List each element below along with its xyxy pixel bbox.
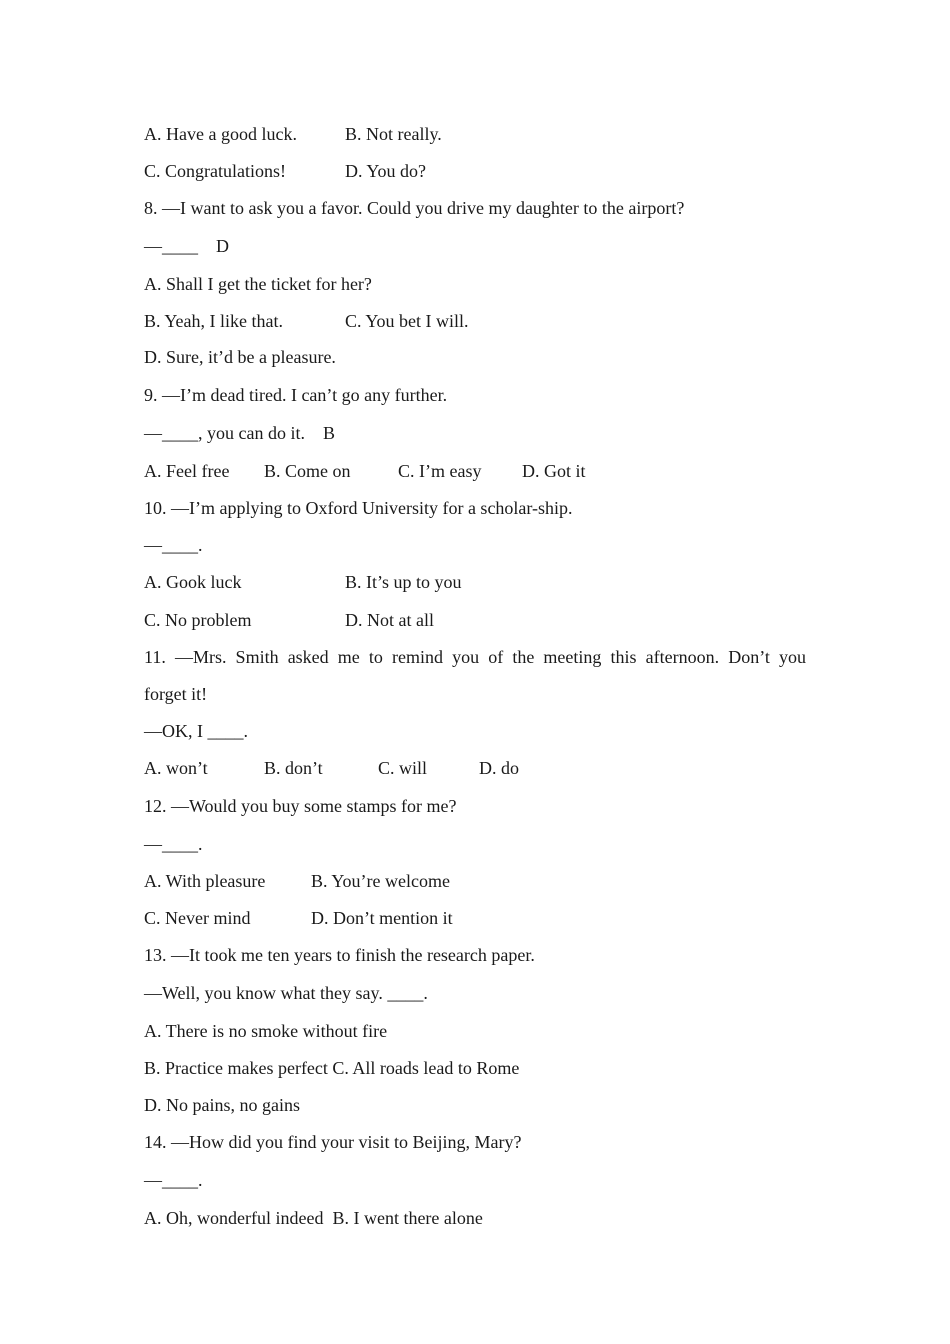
option-a: A. Have a good luck. [144, 124, 297, 144]
option-a: A. won’t [144, 758, 208, 778]
option-a: A. Gook luck [144, 572, 242, 592]
option-c: C. You bet I will. [345, 311, 469, 331]
option-b: B. Not really. [345, 124, 442, 144]
option-d: D. No pains, no gains [144, 1095, 300, 1115]
answer-blank: —____. [144, 535, 203, 555]
question-11-continued: forget it! [144, 684, 208, 704]
answer-blank: —____. [144, 1170, 203, 1190]
option-a: A. Feel free [144, 461, 230, 481]
option-b: B. It’s up to you [345, 572, 462, 592]
question-10: 10. —I’m applying to Oxford University for a scholar-ship. [144, 498, 573, 518]
option-b: B. Yeah, I like that. [144, 311, 283, 331]
answer-blank: —OK, I ____. [144, 721, 248, 741]
option-d: D. Sure, it’d be a pleasure. [144, 347, 336, 367]
option-c: C. will [378, 758, 428, 778]
option-a: A. Shall I get the ticket for her? [144, 274, 372, 294]
option-d: D. Don’t mention it [311, 908, 453, 928]
answer-blank: —____ D [144, 236, 229, 256]
option-d: D. You do? [345, 161, 427, 181]
answer-blank: —____. [144, 834, 203, 854]
answer-blank: —Well, you know what they say. ____. [144, 983, 428, 1003]
question-13: 13. —It took me ten years to finish the research paper. [144, 945, 535, 965]
option-d: D. Not at all [345, 610, 434, 630]
option-b: B. You’re welcome [311, 871, 450, 891]
option-c: C. Never mind [144, 908, 251, 928]
question-8: 8. —I want to ask you a favor. Could you drive my daughter to the airport? [144, 198, 685, 218]
option-c: C. Congratulations! [144, 161, 286, 181]
question-12: 12. —Would you buy some stamps for me? [144, 796, 457, 816]
question-14: 14. —How did you find your visit to Beijing, Mary? [144, 1132, 522, 1152]
option-d: D. Got it [522, 461, 586, 481]
question-11: 11. —Mrs. Smith asked me to remind you of the meeting this afternoon. Don’t you [144, 647, 806, 667]
option-a: A. With pleasure [144, 871, 266, 891]
option-d: D. do [479, 758, 519, 778]
option-c: C. No problem [144, 610, 252, 630]
option-a: A. There is no smoke without fire [144, 1021, 388, 1041]
option-b: B. don’t [264, 758, 323, 778]
option-b-c: B. Practice makes perfect C. All roads lead to Rome [144, 1058, 520, 1078]
answer-blank: —____, you can do it. B [144, 423, 335, 443]
option-b: B. Come on [264, 461, 351, 481]
option-a-b: A. Oh, wonderful indeed B. I went there alone [144, 1208, 483, 1228]
question-9: 9. —I’m dead tired. I can’t go any further. [144, 385, 448, 405]
option-c: C. I’m easy [398, 461, 482, 481]
